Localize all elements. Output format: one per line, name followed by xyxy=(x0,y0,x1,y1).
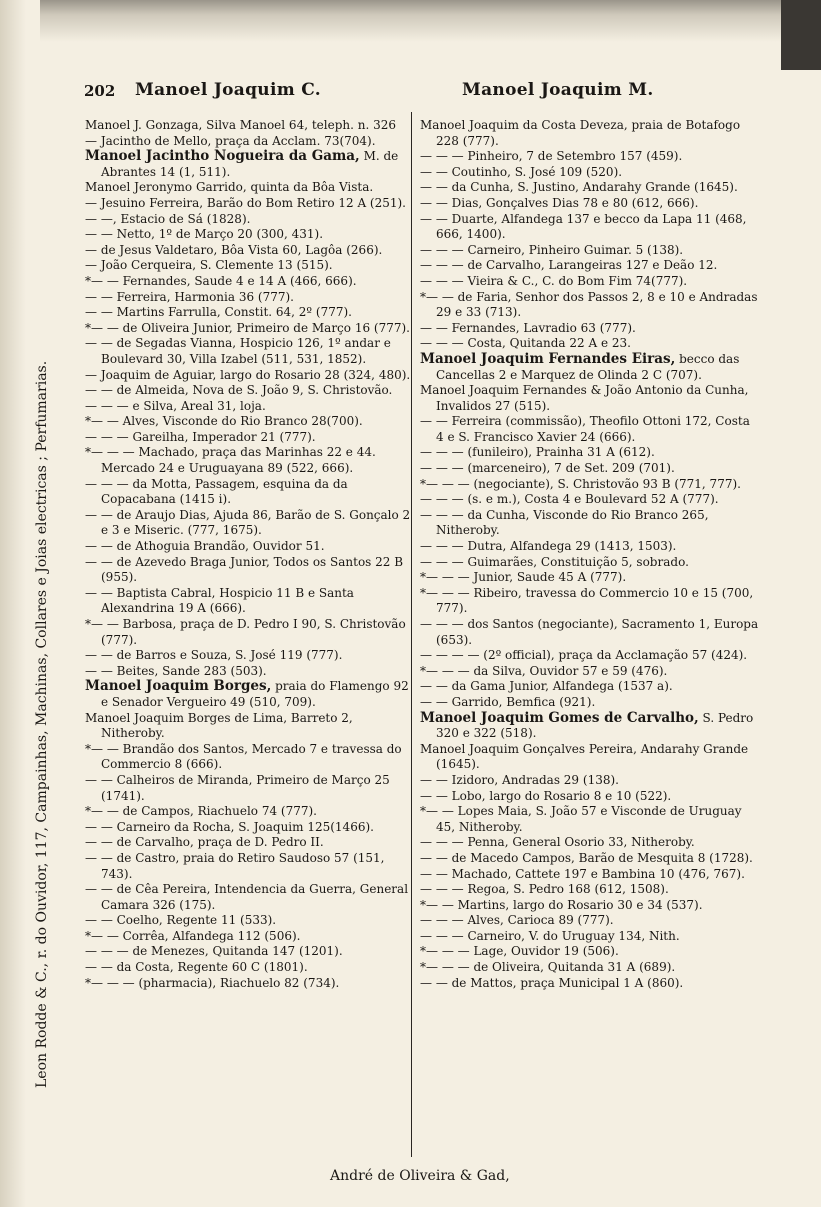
entry-text: — — da Costa, Regente 60 C (1801). xyxy=(85,960,308,975)
entry-text: M. de Abrantes 14 (1, 511). xyxy=(101,149,399,179)
entry-text: *— — — (pharmacia), Riachuelo 82 (734). xyxy=(85,975,340,990)
directory-entry xyxy=(85,976,415,992)
entry-text: becco das Cancellas 2 e Marquez de Olinda 2 C (707). xyxy=(436,351,740,382)
directory-entry xyxy=(85,586,415,617)
advertisement-sidebar: Leon Rodde & C., r. do Ouvidor, 117, Campainhas, Machinas, Collares e Joias electricas ; Perfumarias. xyxy=(34,360,50,1088)
entry-text: S. Pedro 320 e 322 (518). xyxy=(436,710,754,741)
directory-entry xyxy=(85,383,415,399)
directory-entry xyxy=(420,648,760,664)
directory-entry xyxy=(420,804,760,835)
directory-entry xyxy=(420,477,760,493)
directory-entry xyxy=(85,555,415,586)
directory-entry xyxy=(85,134,415,150)
directory-entry xyxy=(85,851,415,882)
directory-entry xyxy=(85,882,415,913)
directory-entry xyxy=(420,336,760,352)
directory-entry xyxy=(85,711,415,742)
entry-text: — — Machado, Cattete 197 e Bambina 10 (476, 767). xyxy=(420,866,745,881)
entry-text: — — — Dutra, Alfandega 29 (1413, 1503). xyxy=(420,539,677,554)
entry-text: — — Baptista Cabral, Hospicio 11 B e Santa Alexandrina 19 A (666). xyxy=(85,585,354,616)
entry-text: — — de Carvalho, praça de D. Pedro II. xyxy=(85,835,324,850)
directory-entry xyxy=(420,913,760,929)
directory-entry xyxy=(85,305,415,321)
left-column xyxy=(85,118,415,991)
directory-entry xyxy=(420,679,760,695)
directory-entry xyxy=(85,508,415,539)
entry-heading-name: Manoel Joaquim Borges, xyxy=(85,678,272,695)
entry-text: *— — Martins, largo do Rosario 30 e 34 (537). xyxy=(420,897,703,912)
entry-text: *— — de Faria, Senhor dos Passos 2, 8 e 10 e Andradas 29 e 33 (713). xyxy=(420,289,758,320)
entry-text: *— — — Machado, praça das Marinhas 22 e 44. Mercado 24 e Uruguayana 89 (522, 666). xyxy=(85,445,376,476)
entry-text: — — — (marceneiro), 7 de Set. 209 (701). xyxy=(420,461,675,476)
entry-text: — Jesuino Ferreira, Barão do Bom Retiro 12 A (251). xyxy=(85,195,406,210)
entry-text: — — — Costa, Quitanda 22 A e 23. xyxy=(420,336,631,351)
entry-text: — — — Carneiro, Pinheiro Guimar. 5 (138). xyxy=(420,242,684,257)
directory-entry xyxy=(85,929,415,945)
directory-entry xyxy=(420,321,760,337)
directory-entry xyxy=(85,742,415,773)
directory-entry xyxy=(85,445,415,476)
directory-entry xyxy=(420,149,760,165)
entry-text: — — — de Carvalho, Larangeiras 127 e Deão 12. xyxy=(420,258,718,273)
entry-heading-name: Manoel Joaquim Gomes de Carvalho, xyxy=(420,709,699,726)
directory-entry xyxy=(85,227,415,243)
directory-entry xyxy=(85,212,415,228)
entry-text: — — — de Menezes, Quitanda 147 (1201). xyxy=(85,944,343,959)
directory-entry xyxy=(85,414,415,430)
entry-text: — — da Cunha, S. Justino, Andarahy Grande (1645). xyxy=(420,180,738,195)
directory-entry xyxy=(420,539,760,555)
entry-text: *— — — da Silva, Ouvidor 57 e 59 (476). xyxy=(420,663,668,678)
directory-entry xyxy=(420,944,760,960)
directory-entry xyxy=(420,929,760,945)
directory-entry xyxy=(85,274,415,290)
entry-text: — de Jesus Valdetaro, Bôa Vista 60, Lagôa (266). xyxy=(85,242,383,257)
directory-entry xyxy=(85,258,415,274)
entry-text: *— — Lopes Maia, S. João 57 e Visconde de Uruguay 45, Nitheroby. xyxy=(420,804,742,834)
directory-entry xyxy=(420,165,760,181)
entry-text: — — — da Motta, Passagem, esquina da da Copacabana (1415 i). xyxy=(85,476,348,507)
page-stain-top xyxy=(40,0,821,42)
entry-text: *— — — Lage, Ouvidor 19 (506). xyxy=(420,944,619,959)
entry-text: *— — Alves, Visconde do Rio Branco 28(700). xyxy=(85,414,363,429)
directory-entry xyxy=(420,789,760,805)
entry-text: — — Calheiros de Miranda, Primeiro de Março 25 (1741). xyxy=(85,772,390,803)
directory-entry xyxy=(420,882,760,898)
entry-text: — — de Macedo Campos, Barão de Mesquita 8 (1728). xyxy=(420,850,753,865)
directory-entry xyxy=(85,664,415,680)
directory-entry xyxy=(85,290,415,306)
directory-entry xyxy=(420,835,760,851)
entry-text: — — Garrido, Bemfica (921). xyxy=(420,694,596,709)
entry-text: — — — Gareilha, Imperador 21 (777). xyxy=(85,429,316,444)
entry-text: — — — — (2º official), praça da Acclamação 57 (424). xyxy=(420,648,748,663)
footer-publisher: André de Oliveira & Gad, xyxy=(330,1168,510,1184)
directory-entry xyxy=(85,149,415,180)
directory-entry xyxy=(85,477,415,508)
entry-text: — —, Estacio de Sá (1828). xyxy=(85,211,251,226)
entry-text: Manoel Joaquim Gonçalves Pereira, Andarahy Grande (1645). xyxy=(420,741,749,772)
entry-text: — — de Cêa Pereira, Intendencia da Guerra, General Camara 326 (175). xyxy=(85,882,409,912)
entry-text: — — de Araujo Dias, Ajuda 86, Barão de S. Gonçalo 2 e 3 e Miseric. (777, 1675). xyxy=(85,507,411,538)
entry-text: — — — (s. e m.), Costa 4 e Boulevard 52 A (777). xyxy=(420,492,719,507)
directory-entry xyxy=(85,679,415,710)
entry-text: Manoel Joaquim Borges de Lima, Barreto 2, Nitheroby. xyxy=(85,710,353,741)
entry-text: *— — — Ribeiro, travessa do Commercio 10 e 15 (700, 777). xyxy=(420,585,754,616)
entry-text: — — Coutinho, S. José 109 (520). xyxy=(420,164,623,179)
directory-entry xyxy=(85,118,415,134)
directory-entry xyxy=(420,258,760,274)
right-column xyxy=(420,118,760,991)
directory-entry xyxy=(420,742,760,773)
entry-text: — — Beites, Sande 283 (503). xyxy=(85,663,267,678)
entry-text: — — — (funileiro), Prainha 31 A (612). xyxy=(420,445,655,460)
directory-entry xyxy=(85,399,415,415)
entry-text: — — — Pinheiro, 7 de Setembro 157 (459). xyxy=(420,149,683,164)
directory-entry xyxy=(85,368,415,384)
entry-text: — — de Segadas Vianna, Hospicio 126, 1º andar e Boulevard 30, Villa Izabel (511, 531, 1852). xyxy=(85,336,391,366)
entry-text: Manoel Joaquim da Costa Deveza, praia de Botafogo 228 (777). xyxy=(420,118,741,148)
directory-entry xyxy=(85,617,415,648)
entry-text: *— — Corrêa, Alfandega 112 (506). xyxy=(85,928,301,943)
entry-text: — — — Guimarães, Constituição 5, sobrado. xyxy=(420,554,689,569)
entry-text: *— — — Junior, Saude 45 A (777). xyxy=(420,570,627,585)
directory-entry xyxy=(420,274,760,290)
directory-entry xyxy=(420,586,760,617)
directory-entry xyxy=(85,430,415,446)
running-header-right: Manoel Joaquim M. xyxy=(462,80,654,100)
entry-text: — — — Carneiro, V. do Uruguay 134, Nith. xyxy=(420,928,680,943)
entry-text: — — — e Silva, Areal 31, loja. xyxy=(85,398,266,413)
entry-text: — — de Barros e Souza, S. José 119 (777). xyxy=(85,648,343,663)
entry-text: — — Fernandes, Lavradio 63 (777). xyxy=(420,320,636,335)
entry-text: *— — Brandão dos Santos, Mercado 7 e travessa do Commercio 8 (666). xyxy=(85,741,402,772)
directory-entry xyxy=(420,711,760,742)
directory-entry xyxy=(85,944,415,960)
entry-text: — — Ferreira, Harmonia 36 (777). xyxy=(85,289,294,304)
entry-text: — — — Regoa, S. Pedro 168 (612, 1508). xyxy=(420,882,669,897)
directory-entry xyxy=(420,898,760,914)
directory-entry xyxy=(420,851,760,867)
directory-entry xyxy=(85,913,415,929)
directory-entry xyxy=(85,243,415,259)
entry-text: — — Coelho, Regente 11 (533). xyxy=(85,913,277,928)
entry-text: — — — dos Santos (negociante), Sacramento 1, Europa (653). xyxy=(420,617,759,647)
entry-text: — — Carneiro da Rocha, S. Joaquim 125(1466). xyxy=(85,819,374,834)
directory-entry xyxy=(420,570,760,586)
entry-text: — — de Castro, praia do Retiro Saudoso 57 (151, 743). xyxy=(85,850,385,881)
page-stain-left xyxy=(0,0,26,1207)
entry-text: — — Netto, 1º de Março 20 (300, 431). xyxy=(85,227,324,242)
directory-entry xyxy=(85,180,415,196)
entry-text: — João Cerqueira, S. Clemente 13 (515). xyxy=(85,258,333,273)
directory-entry xyxy=(420,243,760,259)
entry-text: — Jacintho de Mello, praça da Acclam. 73(704). xyxy=(85,133,376,148)
directory-entry xyxy=(420,664,760,680)
entry-text: — — da Gama Junior, Alfandega (1537 a). xyxy=(420,679,673,694)
directory-entry xyxy=(420,695,760,711)
directory-entry xyxy=(420,461,760,477)
entry-text: — — — Alves, Carioca 89 (777). xyxy=(420,913,614,928)
entry-text: *— — — (negociante), S. Christovão 93 B (771, 777). xyxy=(420,476,741,491)
entry-text: *— — Barbosa, praça de D. Pedro I 90, S. Christovão (777). xyxy=(85,617,406,647)
entry-text: *— — Fernandes, Saude 4 e 14 A (466, 666). xyxy=(85,273,357,288)
directory-entry xyxy=(85,835,415,851)
directory-entry xyxy=(420,212,760,243)
entry-text: — — Duarte, Alfandega 137 e becco da Lapa 11 (468, 666, 1400). xyxy=(420,211,747,242)
directory-entry xyxy=(420,445,760,461)
directory-entry xyxy=(85,321,415,337)
directory-entry xyxy=(85,820,415,836)
directory-entry xyxy=(420,867,760,883)
directory-entry xyxy=(420,196,760,212)
directory-entry xyxy=(420,508,760,539)
entry-text: *— — de Oliveira Junior, Primeiro de Março 16 (777). xyxy=(85,320,410,335)
entry-text: Manoel Jeronymo Garrido, quinta da Bôa Vista. xyxy=(85,180,374,195)
directory-entry xyxy=(420,976,760,992)
directory-entry xyxy=(85,804,415,820)
entry-text: — — de Almeida, Nova de S. João 9, S. Christovão. xyxy=(85,383,393,398)
entry-text: — — Ferreira (commissão), Theofilo Ottoni 172, Costa 4 e S. Francisco Xavier 24 (666). xyxy=(420,414,750,444)
entry-text: — — de Athoguia Brandão, Ouvidor 51. xyxy=(85,539,325,554)
entry-text: — — Martins Farrulla, Constit. 64, 2º (777). xyxy=(85,305,352,320)
entry-text: — — Izidoro, Andradas 29 (138). xyxy=(420,772,619,787)
column-divider xyxy=(411,112,412,1157)
directory-entry xyxy=(85,648,415,664)
entry-heading-name: Manoel Jacintho Nogueira da Gama, xyxy=(85,148,360,165)
page-number: 202 xyxy=(84,82,116,100)
directory-entry xyxy=(420,352,760,383)
entry-text: — — de Azevedo Braga Junior, Todos os Santos 22 B (955). xyxy=(85,554,404,585)
directory-entry xyxy=(420,290,760,321)
entry-text: *— — — de Oliveira, Quitanda 31 A (689). xyxy=(420,960,676,975)
entry-text: — — — Vieira & C., C. do Bom Fim 74(777). xyxy=(420,273,688,288)
entry-text: praia do Flamengo 92 e Senador Vergueiro 49 (510, 709). xyxy=(101,679,409,709)
directory-entry xyxy=(420,555,760,571)
directory-entry xyxy=(420,960,760,976)
directory-entry xyxy=(420,773,760,789)
entry-text: Manoel Joaquim Fernandes & João Antonio da Cunha, Invalidos 27 (515). xyxy=(420,383,749,413)
directory-entry xyxy=(420,383,760,414)
entry-text: — — de Mattos, praça Municipal 1 A (860). xyxy=(420,975,684,990)
directory-entry xyxy=(420,414,760,445)
directory-entry xyxy=(420,617,760,648)
entry-text: — — — Penna, General Osorio 33, Nitheroby. xyxy=(420,835,695,850)
page-corner-shadow xyxy=(781,0,821,70)
directory-entry xyxy=(85,773,415,804)
entry-text: *— — de Campos, Riachuelo 74 (777). xyxy=(85,804,317,819)
entry-heading-name: Manoel Joaquim Fernandes Eiras, xyxy=(420,350,676,367)
entry-text: — Joaquim de Aguiar, largo do Rosario 28 (324, 480). xyxy=(85,367,411,382)
directory-entry xyxy=(85,960,415,976)
directory-entry xyxy=(420,492,760,508)
entry-text: Manoel J. Gonzaga, Silva Manoel 64, teleph. n. 326 xyxy=(85,118,396,132)
entry-text: — — — da Cunha, Visconde do Rio Branco 265, Nitheroby. xyxy=(420,507,709,538)
directory-entry xyxy=(85,336,415,367)
directory-entry xyxy=(420,118,760,149)
directory-entry xyxy=(420,180,760,196)
directory-entry xyxy=(85,539,415,555)
entry-text: — — Dias, Gonçalves Dias 78 e 80 (612, 666). xyxy=(420,195,699,210)
running-header-left: Manoel Joaquim C. xyxy=(135,80,321,100)
entry-text: — — Lobo, largo do Rosario 8 e 10 (522). xyxy=(420,788,672,803)
directory-entry xyxy=(85,196,415,212)
